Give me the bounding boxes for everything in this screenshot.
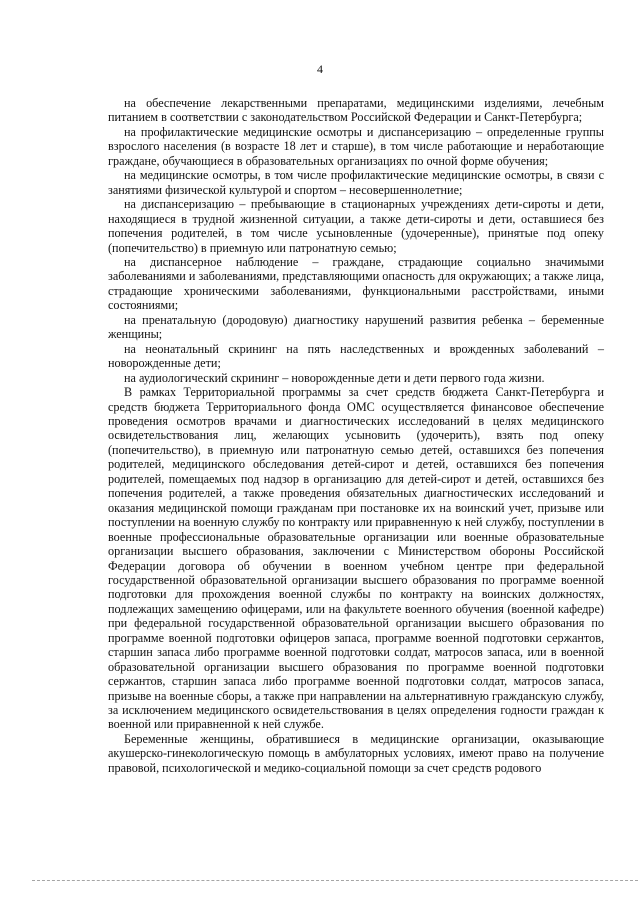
paragraph-medications: на обеспечение лекарственными препаратами, медицинскими изделиями, лечебным питанием в соответствии с законодательством Российской Федерации и Санкт-Петербурга; [108,96,604,125]
paragraph-preventive-exams: на профилактические медицинские осмотры и диспансеризацию – определенные группы взрослого населения (в возрасте 18 лет и старше), в том числе работающие и неработающие граждане, обучающиеся в образовательных организациях по очной форме обучения; [108,124,604,168]
paragraph-sports-exams: на медицинские осмотры, в том числе профилактические медицинские осмотры, в связи с занятиями физической культурой и спортом – несовершеннолетние; [108,168,604,197]
paragraph-territorial-program: В рамках Территориальной программы за счет средств бюджета Санкт-Петербурга и средств бюджета Территориального фонда ОМС осуществляется финансовое обеспечение проведения осмотров врачами и диагностических исследований в целях медицинского освидетельствования лиц, желающих усыновить (удочерить), взять под опеку (попечительство), в приемную или патронатную семью детей, оставшихся без попечения родителей, медицинского обследования детей-сирот и детей, оставшихся без попечения родителей, помещаемых под надзор в организацию для детей-сирот и детей, оставшихся без попечения родителей, а также проведения обязательных диагностических исследований и оказания медицинской помощи гражданам при постановке их на воинский учет, призыве или поступлении на военную службу по контракту или приравненную к ней службу, поступлении в военные профессиональные образовательные организации или военные образовательные организации высшего образования, заключении с Министерством обороны Российской Федерации договора об обучении в военном учебном центре при федеральной государственной образовательной организации высшего образования по программе военной подготовки для прохождения военной службы по контракту на воинских должностях, подлежащих замещению офицерами, или на факультете военного обучения (военной кафедре) при федеральной государственной образовательной организации высшего образования по программе военной подготовки офицеров запаса, программе военной подготовки сержантов, старшин запаса либо программе военной подготовки солдат, матросов запаса, или в военной образовательной организации высшего образования по программе военной подготовки сержантов, старшин запаса либо программе военной подготовки солдат, матросов запаса, призыве на военные сборы, а также при направлении на альтернативную гражданскую службу, за исключением медицинского освидетельствования в целях определения годности граждан к военной или приравненной к ней службе. [108,385,604,732]
paragraph-dispensary-observation: на диспансерное наблюдение – граждане, страдающие социально значимыми заболеваниями и заболеваниями, представляющими опасность для окружающих; а также лица, страдающие хроническими заболеваниями, функциональными расстройствами, иными состояниями; [108,254,604,313]
paragraph-prenatal-diagnostics: на пренатальную (дородовую) диагностику нарушений развития ребенка – беременные женщины; [108,312,604,342]
paragraph-orphan-screening: на диспансеризацию – пребывающие в стационарных учреждениях дети-сироты и дети, находящиеся в трудной жизненной ситуации, а также дети-сироты и дети, оставшиеся без попечения родителей, в том числе усыновленные (удочеренные), принятые под опеку (попечительство) в приемную или патронатную семью; [108,197,604,255]
paragraph-pregnant-women: Беременные женщины, обратившиеся в медицинские организации, оказывающие акушерско-гинекологическую помощь в амбулаторных условиях, имеют право на получение правовой, психологической и медико-социальной помощи за счет средств родового [108,731,604,775]
document-body [108,96,604,775]
paragraph-neonatal-screening: на неонатальный скрининг на пять наследственных и врожденных заболеваний – новорожденные дети; [108,341,604,371]
scan-edge-line [32,880,638,881]
page-number: 4 [317,62,323,76]
paragraph-audiological-screening: на аудиологический скрининг – новорожденные дети и дети первого года жизни. [124,370,545,385]
